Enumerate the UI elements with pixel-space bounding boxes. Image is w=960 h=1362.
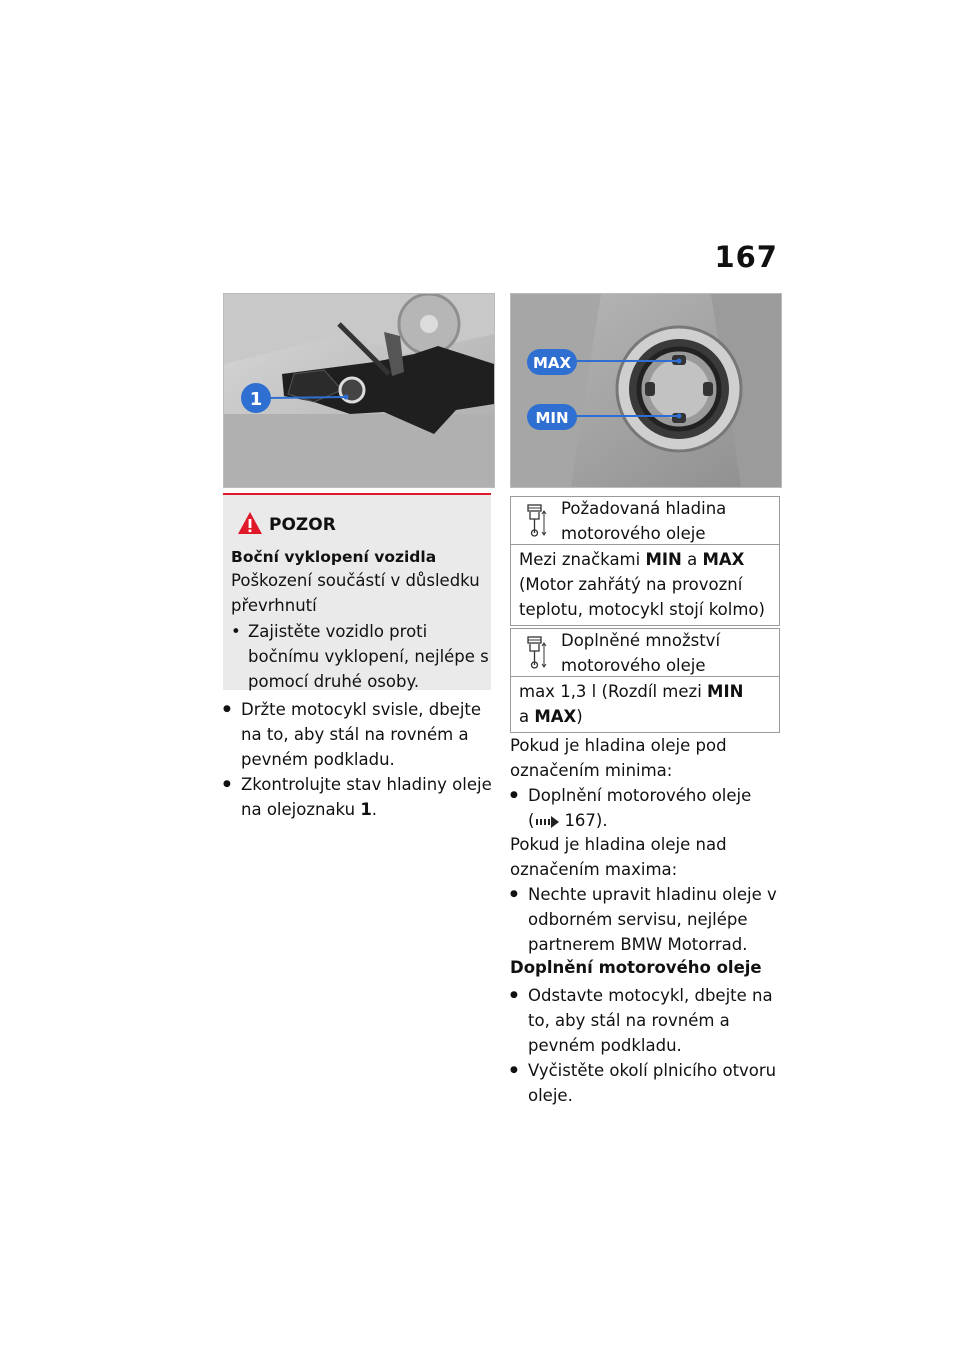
step-item: ● Vyčistěte okolí plnicího otvoru oleje.	[510, 1058, 782, 1108]
side-stand-photo	[223, 293, 495, 488]
warning-item: • Zajistěte vozidlo proti bočnímu vyklopení, nejlépe s pomocí druhé osoby.	[231, 619, 489, 694]
step-item: ● Držte motocykl svisle, dbejte na to, aby stál na rovném a pevném podkladu.	[223, 697, 493, 772]
warning-text: Poškození součástí v důsledku převrhnutí	[231, 571, 480, 615]
step-item: ● Zkontrolujte stav hladiny oleje na olejoznaku 1.	[223, 772, 493, 822]
callout-1: 1	[249, 389, 263, 410]
page-ref-arrow-icon	[536, 816, 560, 828]
page-reference[interactable]: ( 167).	[528, 811, 608, 830]
warning-triangle-icon	[237, 511, 263, 535]
page-number: 167	[714, 240, 778, 274]
spec2-value: max 1,3 l (Rozdíl mezi MIN a MAX)	[519, 682, 744, 726]
paragraph: Pokud je hladina oleje nad označením maxima:	[510, 835, 727, 879]
spec-oil-level	[510, 496, 780, 626]
step-item: ● Nechte upravit hladinu oleje v odborném servisu, nejlépe partnerem BMW Motorrad.	[510, 882, 782, 957]
spec1-value: Mezi značkami MIN a MAX (Motor zahřátý na provozní teplotu, motocykl stojí kolmo)	[519, 550, 765, 619]
right-text-2	[510, 832, 782, 957]
oil-level-icon	[525, 503, 547, 537]
warning-title: Boční vyklopení vozidla	[231, 548, 437, 566]
max-label: MAX	[532, 354, 572, 372]
right-text-3	[510, 955, 782, 1108]
callout-ref: 1	[360, 800, 372, 819]
paragraph: Pokud je hladina oleje pod označením minima:	[510, 736, 727, 780]
spec2-heading: Doplněné množství motorového oleje	[561, 631, 721, 675]
spec-oil-quantity	[510, 628, 780, 733]
left-steps	[223, 697, 493, 822]
section-title: Doplnění motorového oleje	[510, 958, 762, 977]
step-item: ● Odstavte motocykl, dbejte na to, aby stál na rovném a pevném podkladu.	[510, 983, 782, 1058]
step-item: ● Doplnění motorového oleje	[510, 783, 782, 808]
warning-list	[231, 619, 489, 694]
warning-box	[223, 493, 491, 690]
min-label: MIN	[535, 409, 569, 427]
oil-sight-glass-photo	[510, 293, 782, 488]
spec1-heading: Požadovaná hladina motorového oleje	[561, 499, 727, 543]
right-text-1	[510, 733, 782, 833]
oil-quantity-icon	[525, 635, 547, 669]
warning-heading: POZOR	[269, 515, 336, 535]
